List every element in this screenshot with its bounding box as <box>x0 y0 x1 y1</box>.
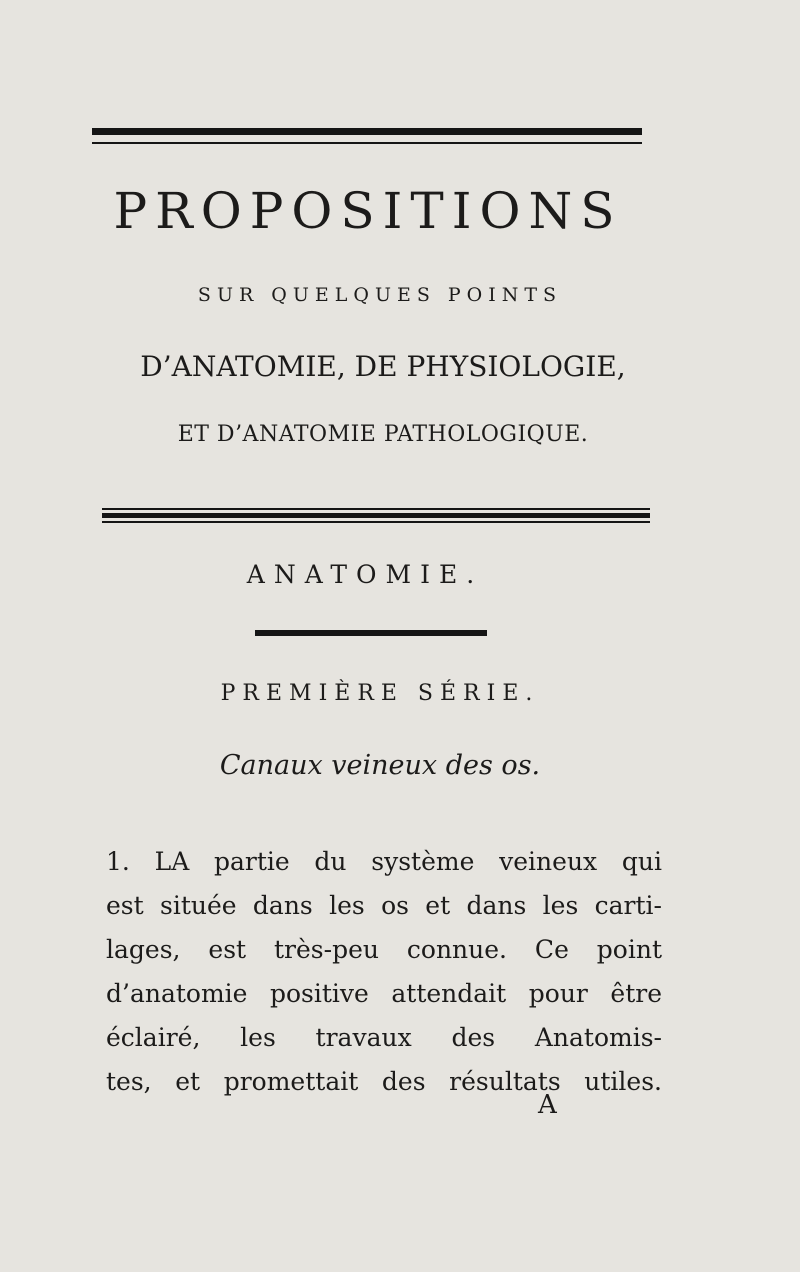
paragraph-line: est située dans les os et dans les carti- <box>106 891 662 920</box>
page-title: PROPOSITIONS <box>113 182 623 240</box>
subtitle-line-3: ET D’ANATOMIE PATHOLOGIQUE. <box>177 422 589 447</box>
section-underline <box>255 630 487 636</box>
paragraph-line: d’anatomie positive attendait pour être <box>106 979 662 1008</box>
middle-rule-thick <box>102 513 650 518</box>
top-rule-thin <box>92 142 642 144</box>
subtitle-line-2: D’ANATOMIE, DE PHYSIOLOGIE, <box>140 350 626 383</box>
paragraph-line: lages, est très-peu connue. Ce point <box>106 935 662 964</box>
body-paragraph <box>106 840 662 1104</box>
series-subheading: Canaux veineux des os. <box>219 750 541 781</box>
series-heading: PREMIÈRE SÉRIE. <box>220 681 540 706</box>
section-heading: ANATOMIE. <box>246 560 484 589</box>
signature-mark: A <box>538 1090 557 1120</box>
paragraph-line: 1. LA partie du système veineux qui <box>106 847 662 876</box>
middle-rule-thin-top <box>102 508 650 510</box>
top-rule-thick <box>92 128 642 135</box>
middle-rule-thin-bottom <box>102 521 650 523</box>
paragraph-line: tes, et promettait des résultats utiles. <box>106 1067 662 1096</box>
paragraph-line: éclairé, les travaux des Anatomis- <box>106 1023 662 1052</box>
subtitle-line-1: SUR QUELQUES POINTS <box>197 284 563 306</box>
